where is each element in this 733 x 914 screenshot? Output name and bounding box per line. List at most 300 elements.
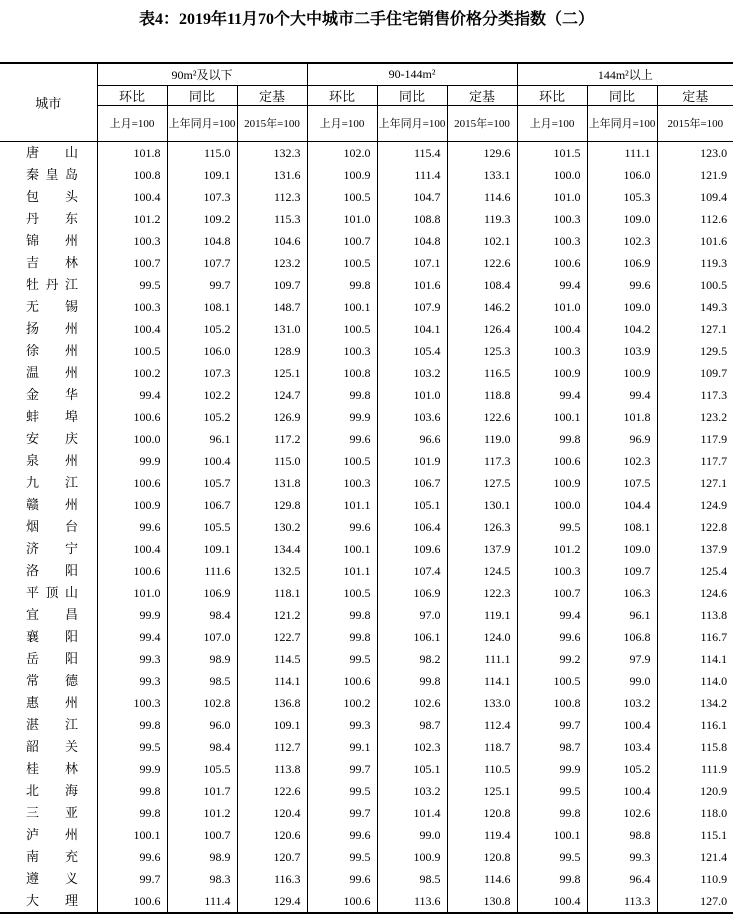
index-value-cell: 96.1 [167,428,237,450]
city-cell [0,450,97,472]
index-value-cell: 114.6 [447,868,517,890]
table-row [0,714,733,736]
index-value-cell: 99.5 [307,648,377,670]
index-value-cell: 98.5 [377,868,447,890]
city-name: 济 宁 [26,541,78,556]
index-value-cell: 111.1 [587,142,657,165]
city-cell [0,582,97,604]
index-value-cell: 101.1 [307,560,377,582]
city-cell [0,670,97,692]
table-row [0,208,733,230]
city-name: 唐 山 [26,145,78,160]
index-value-cell: 102.1 [447,230,517,252]
index-value-cell: 99.9 [97,450,167,472]
index-value-cell: 121.9 [657,164,733,186]
index-value-cell: 107.3 [167,362,237,384]
city-name: 宜 昌 [26,607,78,622]
table-row [0,186,733,208]
index-value-cell: 118.0 [657,802,733,824]
index-value-cell: 97.9 [587,648,657,670]
index-value-cell: 100.4 [587,714,657,736]
index-value-cell: 99.3 [97,648,167,670]
city-name: 锦 州 [26,233,78,248]
city-name: 徐 州 [26,343,78,358]
city-name: 扬 州 [26,321,78,336]
index-value-cell: 111.9 [657,758,733,780]
index-value-cell: 131.0 [237,318,307,340]
index-value-cell: 117.3 [447,450,517,472]
city-cell [0,230,97,252]
index-value-cell: 108.1 [167,296,237,318]
index-value-cell: 106.1 [377,626,447,648]
index-value-cell: 101.0 [97,582,167,604]
index-value-cell: 101.9 [377,450,447,472]
index-value-cell: 106.9 [167,582,237,604]
city-name: 常 德 [26,673,78,688]
base-header-2015: 2015年=100 [657,106,733,142]
index-value-cell: 105.2 [167,406,237,428]
table-row [0,274,733,296]
index-value-cell: 99.6 [307,824,377,846]
city-cell [0,626,97,648]
index-value-cell: 120.6 [237,824,307,846]
index-value-cell: 105.5 [167,516,237,538]
city-cell [0,494,97,516]
index-value-cell: 124.9 [657,494,733,516]
base-header-prev-month: 上月=100 [517,106,587,142]
index-value-cell: 106.0 [167,340,237,362]
index-value-cell: 99.9 [307,406,377,428]
index-value-cell: 100.6 [307,670,377,692]
city-name: 襄 阳 [26,629,78,644]
index-value-cell: 130.8 [447,890,517,913]
index-value-cell: 121.2 [237,604,307,626]
index-value-cell: 116.7 [657,626,733,648]
index-value-cell: 104.2 [587,318,657,340]
index-value-cell: 114.1 [237,670,307,692]
index-value-cell: 114.1 [447,670,517,692]
index-value-cell: 126.9 [237,406,307,428]
city-name: 南 充 [26,849,78,864]
city-name: 三 亚 [26,805,78,820]
index-value-cell: 149.3 [657,296,733,318]
city-name: 安 庆 [26,431,78,446]
index-value-cell: 105.4 [377,340,447,362]
index-value-cell: 109.0 [587,208,657,230]
city-name: 赣 州 [26,497,78,512]
index-value-cell: 98.4 [167,604,237,626]
index-value-cell: 100.1 [517,406,587,428]
city-name: 吉 林 [26,255,78,270]
base-header-2015: 2015年=100 [237,106,307,142]
sub-header-yoy: 同比 [377,86,447,106]
index-value-cell: 100.9 [587,362,657,384]
index-value-cell: 102.6 [587,802,657,824]
index-value-cell: 100.9 [377,846,447,868]
city-name: 泉 州 [26,453,78,468]
index-value-cell: 101.2 [167,802,237,824]
index-value-cell: 101.6 [377,274,447,296]
index-value-cell: 106.9 [587,252,657,274]
index-value-cell: 107.4 [377,560,447,582]
index-value-cell: 100.5 [307,582,377,604]
index-value-cell: 117.3 [657,384,733,406]
city-cell [0,758,97,780]
index-value-cell: 100.5 [307,252,377,274]
city-cell [0,802,97,824]
index-value-cell: 125.1 [237,362,307,384]
index-value-cell: 103.2 [377,362,447,384]
index-value-cell: 98.9 [167,648,237,670]
index-value-cell: 100.3 [97,296,167,318]
city-cell [0,736,97,758]
index-value-cell: 102.3 [587,230,657,252]
index-value-cell: 99.6 [517,626,587,648]
index-value-cell: 100.7 [307,230,377,252]
table-row [0,164,733,186]
group-header-large: 144m²以上 [517,63,733,86]
table-row [0,824,733,846]
index-value-cell: 100.6 [517,450,587,472]
index-value-cell: 100.7 [517,582,587,604]
index-value-cell: 115.0 [167,142,237,165]
index-value-cell: 100.3 [517,340,587,362]
index-value-cell: 105.3 [587,186,657,208]
index-value-cell: 119.3 [657,252,733,274]
index-value-cell: 100.5 [307,450,377,472]
index-value-cell: 110.5 [447,758,517,780]
index-value-cell: 105.2 [587,758,657,780]
index-value-cell: 99.4 [517,274,587,296]
index-value-cell: 100.5 [307,186,377,208]
index-value-cell: 99.8 [307,274,377,296]
index-value-cell: 119.3 [447,208,517,230]
index-value-cell: 99.4 [587,384,657,406]
index-value-cell: 112.6 [657,208,733,230]
index-value-cell: 101.0 [517,296,587,318]
index-value-cell: 99.6 [97,846,167,868]
index-value-cell: 100.5 [307,318,377,340]
city-name: 九 江 [26,475,78,490]
index-value-cell: 116.1 [657,714,733,736]
index-value-cell: 104.6 [237,230,307,252]
city-name: 洛 阳 [26,563,78,578]
table-row [0,692,733,714]
index-value-cell: 100.3 [517,208,587,230]
index-value-cell: 109.0 [587,296,657,318]
index-value-cell: 101.0 [307,208,377,230]
index-value-cell: 107.0 [167,626,237,648]
index-value-cell: 146.2 [447,296,517,318]
city-cell [0,428,97,450]
index-value-cell: 124.0 [447,626,517,648]
index-value-cell: 100.4 [97,318,167,340]
index-value-cell: 100.9 [517,472,587,494]
index-value-cell: 100.5 [657,274,733,296]
index-value-cell: 109.7 [587,560,657,582]
index-value-cell: 116.3 [237,868,307,890]
index-value-cell: 100.3 [307,340,377,362]
index-value-cell: 103.9 [587,340,657,362]
index-value-cell: 107.5 [587,472,657,494]
index-value-cell: 137.9 [447,538,517,560]
index-value-cell: 99.6 [97,516,167,538]
index-value-cell: 100.8 [517,692,587,714]
table-row [0,472,733,494]
city-name: 惠 州 [26,695,78,710]
index-value-cell: 98.8 [587,824,657,846]
city-cell [0,714,97,736]
index-value-cell: 100.3 [97,230,167,252]
table-row [0,604,733,626]
index-value-cell: 96.4 [587,868,657,890]
table-row [0,516,733,538]
city-cell [0,274,97,296]
index-value-cell: 113.8 [657,604,733,626]
index-value-cell: 98.5 [167,670,237,692]
index-value-cell: 101.4 [377,802,447,824]
index-value-cell: 122.6 [447,252,517,274]
index-value-cell: 100.3 [307,472,377,494]
index-value-cell: 127.5 [447,472,517,494]
index-value-cell: 101.5 [517,142,587,165]
index-value-cell: 102.6 [377,692,447,714]
city-cell [0,340,97,362]
index-value-cell: 99.9 [97,604,167,626]
index-value-cell: 107.9 [377,296,447,318]
index-value-cell: 104.8 [377,230,447,252]
index-value-cell: 134.2 [657,692,733,714]
index-value-cell: 106.0 [587,164,657,186]
price-index-table [0,62,733,914]
index-value-cell: 108.1 [587,516,657,538]
city-name: 丹 东 [26,211,78,226]
city-cell [0,208,97,230]
index-value-cell: 99.6 [307,516,377,538]
index-value-cell: 97.0 [377,604,447,626]
index-value-cell: 109.2 [167,208,237,230]
index-value-cell: 99.5 [517,780,587,802]
city-name: 韶 关 [26,739,78,754]
index-value-cell: 100.3 [97,692,167,714]
index-value-cell: 129.5 [657,340,733,362]
index-value-cell: 99.8 [97,780,167,802]
index-value-cell: 120.7 [237,846,307,868]
sub-header-yoy: 同比 [587,86,657,106]
index-value-cell: 114.0 [657,670,733,692]
index-value-cell: 116.5 [447,362,517,384]
index-value-cell: 99.7 [307,758,377,780]
table-row [0,736,733,758]
index-value-cell: 105.5 [167,758,237,780]
index-value-cell: 115.3 [237,208,307,230]
index-value-cell: 96.0 [167,714,237,736]
index-value-cell: 105.1 [377,758,447,780]
table-row [0,626,733,648]
index-value-cell: 106.8 [587,626,657,648]
group-header-medium: 90-144m² [307,63,517,86]
index-value-cell: 115.4 [377,142,447,165]
index-value-cell: 98.7 [517,736,587,758]
table-row [0,648,733,670]
index-value-cell: 99.8 [307,626,377,648]
base-header-prev-month: 上月=100 [307,106,377,142]
index-value-cell: 101.1 [307,494,377,516]
index-value-cell: 107.7 [167,252,237,274]
table-row [0,560,733,582]
index-value-cell: 101.6 [657,230,733,252]
table-row [0,450,733,472]
index-value-cell: 100.6 [97,406,167,428]
index-value-cell: 109.1 [237,714,307,736]
index-value-cell: 98.4 [167,736,237,758]
index-value-cell: 129.6 [447,142,517,165]
index-value-cell: 99.3 [307,714,377,736]
index-value-cell: 126.4 [447,318,517,340]
table-row [0,142,733,165]
city-cell [0,252,97,274]
index-value-cell: 100.6 [97,890,167,913]
table-row [0,538,733,560]
city-name: 湛 江 [26,717,78,732]
index-value-cell: 111.4 [377,164,447,186]
index-value-cell: 120.9 [657,780,733,802]
index-value-cell: 99.5 [517,846,587,868]
index-value-cell: 111.6 [167,560,237,582]
index-value-cell: 109.7 [657,362,733,384]
city-name: 无 锡 [26,299,78,314]
index-value-cell: 99.8 [517,428,587,450]
table-row [0,230,733,252]
index-value-cell: 101.8 [587,406,657,428]
index-value-cell: 127.1 [657,472,733,494]
index-value-cell: 130.2 [237,516,307,538]
index-value-cell: 122.6 [237,780,307,802]
table-row [0,780,733,802]
index-value-cell: 96.6 [377,428,447,450]
city-cell [0,472,97,494]
index-value-cell: 119.1 [447,604,517,626]
index-value-cell: 101.2 [517,538,587,560]
city-cell [0,648,97,670]
index-value-cell: 99.0 [377,824,447,846]
index-value-cell: 100.4 [167,450,237,472]
table-row [0,428,733,450]
index-value-cell: 123.2 [237,252,307,274]
index-value-cell: 104.1 [377,318,447,340]
index-value-cell: 112.7 [237,736,307,758]
index-value-cell: 99.5 [307,846,377,868]
index-value-cell: 132.3 [237,142,307,165]
index-value-cell: 118.7 [447,736,517,758]
index-value-cell: 133.1 [447,164,517,186]
index-value-cell: 127.0 [657,890,733,913]
city-name: 泸 州 [26,827,78,842]
index-value-cell: 98.2 [377,648,447,670]
index-value-cell: 102.8 [167,692,237,714]
table-row [0,890,733,913]
index-value-cell: 133.0 [447,692,517,714]
index-value-cell: 101.2 [97,208,167,230]
index-value-cell: 103.2 [377,780,447,802]
index-value-cell: 114.1 [657,648,733,670]
index-value-cell: 100.7 [167,824,237,846]
table-row [0,868,733,890]
index-value-cell: 128.9 [237,340,307,362]
index-value-cell: 106.7 [167,494,237,516]
index-value-cell: 104.8 [167,230,237,252]
city-column-header: 城市 [0,63,97,142]
index-value-cell: 99.3 [587,846,657,868]
city-cell [0,890,97,913]
index-value-cell: 122.8 [657,516,733,538]
index-value-cell: 100.9 [307,164,377,186]
index-value-cell: 105.7 [167,472,237,494]
index-value-cell: 137.9 [657,538,733,560]
city-cell [0,560,97,582]
index-value-cell: 120.8 [447,846,517,868]
index-value-cell: 109.6 [377,538,447,560]
index-value-cell: 100.6 [517,252,587,274]
table-row [0,494,733,516]
index-value-cell: 130.1 [447,494,517,516]
index-value-cell: 99.6 [307,428,377,450]
city-name: 烟 台 [26,519,78,534]
index-value-cell: 125.1 [447,780,517,802]
index-value-cell: 107.3 [167,186,237,208]
index-value-cell: 98.9 [167,846,237,868]
index-value-cell: 99.4 [97,384,167,406]
sub-header-mom: 环比 [307,86,377,106]
index-value-cell: 134.4 [237,538,307,560]
index-value-cell: 99.8 [97,714,167,736]
index-value-cell: 124.7 [237,384,307,406]
index-value-cell: 99.5 [517,516,587,538]
city-name: 遵 义 [26,871,78,886]
index-value-cell: 117.9 [657,428,733,450]
index-value-cell: 99.8 [307,384,377,406]
index-value-cell: 132.5 [237,560,307,582]
index-value-cell: 101.0 [377,384,447,406]
sub-header-base: 定基 [237,86,307,106]
sub-header-mom: 环比 [517,86,587,106]
index-value-cell: 104.4 [587,494,657,516]
index-value-cell: 118.8 [447,384,517,406]
city-name: 岳 阳 [26,651,78,666]
city-name: 平顶山 [26,585,78,600]
index-value-cell: 126.3 [447,516,517,538]
index-value-cell: 99.4 [97,626,167,648]
city-cell [0,824,97,846]
index-value-cell: 99.7 [97,868,167,890]
index-value-cell: 99.5 [97,736,167,758]
index-value-cell: 122.3 [447,582,517,604]
index-value-cell: 100.0 [517,494,587,516]
index-value-cell: 99.9 [517,758,587,780]
index-value-cell: 99.4 [517,604,587,626]
index-value-cell: 109.1 [167,538,237,560]
index-value-cell: 129.8 [237,494,307,516]
table-row [0,296,733,318]
index-value-cell: 108.8 [377,208,447,230]
index-value-cell: 109.0 [587,538,657,560]
index-value-cell: 100.4 [517,318,587,340]
city-cell [0,384,97,406]
index-value-cell: 120.8 [447,802,517,824]
index-value-cell: 99.8 [307,604,377,626]
base-header-2015: 2015年=100 [447,106,517,142]
sub-header-base: 定基 [447,86,517,106]
